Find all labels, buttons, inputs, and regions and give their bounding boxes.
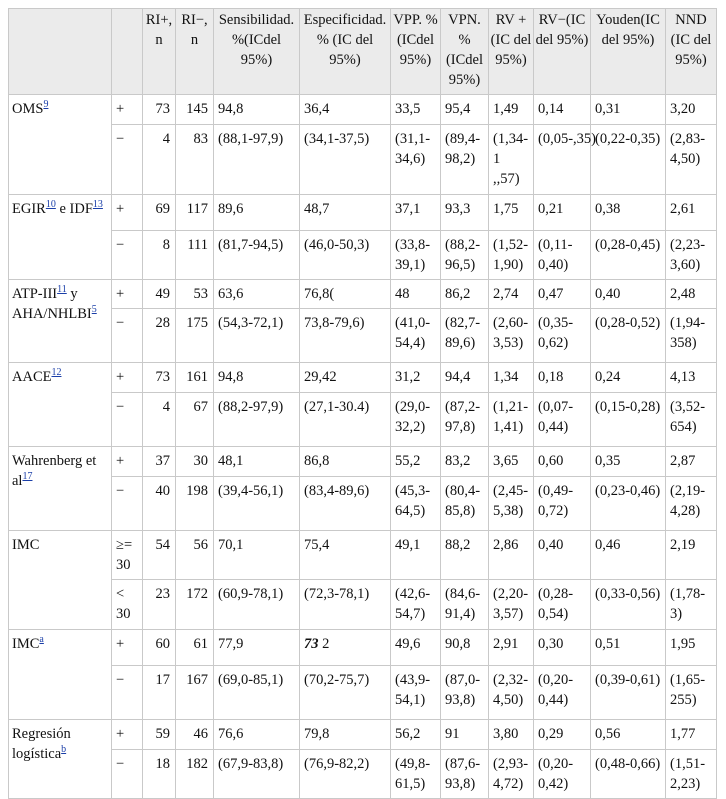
- criteria-name: IMC: [12, 636, 40, 652]
- value-cell: 198: [176, 477, 214, 531]
- sign-cell: −: [112, 666, 143, 720]
- value-cell: (2,93-4,72): [489, 750, 534, 799]
- value-cell: 94,8: [214, 363, 300, 393]
- value-cell: (0,22-0,35): [591, 125, 666, 195]
- value-cell: 0,40: [591, 280, 666, 309]
- value-cell: (39,4-56,1): [214, 477, 300, 531]
- value-cell: 0,38: [591, 195, 666, 231]
- table-row: [9, 477, 717, 531]
- value-cell: (88,1-97,9): [214, 125, 300, 195]
- value-cell: (1,65-255): [666, 666, 717, 720]
- value-cell: (0,48-0,66): [591, 750, 666, 799]
- value-cell: (76,9-82,2): [300, 750, 391, 799]
- value-cell: (0,07-0,44): [534, 393, 591, 447]
- value-cell: 88,2: [441, 531, 489, 580]
- header-nnd: NND (IC del 95%): [666, 9, 717, 95]
- value-cell: 0,30: [534, 630, 591, 666]
- criteria-label: [9, 363, 112, 447]
- criteria-label: [9, 280, 112, 363]
- value-cell: (0,20-0,44): [534, 666, 591, 720]
- reference-link[interactable]: 9: [43, 99, 49, 111]
- criteria-label: [9, 95, 112, 195]
- header-youden: Youden(IC del 95%): [591, 9, 666, 95]
- value-cell: 37,1: [391, 195, 441, 231]
- header-cell: [9, 9, 112, 95]
- table-row: [9, 720, 717, 750]
- value-cell: 89,6: [214, 195, 300, 231]
- value-cell: (0,49-0,72): [534, 477, 591, 531]
- value-cell: 0,14: [534, 95, 591, 125]
- value-cell: 63,6: [214, 280, 300, 309]
- criteria-name: ATP-III: [12, 286, 58, 302]
- header-especificidad: Especificidad. % (IC del 95%): [300, 9, 391, 95]
- value-cell: (1,78-3): [666, 580, 717, 630]
- sign-cell: −: [112, 231, 143, 280]
- value-cell: 172: [176, 580, 214, 630]
- value-cell: (84,6-91,4): [441, 580, 489, 630]
- value-cell: (2,60-3,53): [489, 309, 534, 363]
- value-cell: 73: [143, 363, 176, 393]
- value-cell: 0,35: [591, 447, 666, 477]
- value-cell: 1,77: [666, 720, 717, 750]
- table-row: [9, 531, 717, 580]
- value-cell: 0,24: [591, 363, 666, 393]
- sign-cell: +: [112, 720, 143, 750]
- value-cell: 59: [143, 720, 176, 750]
- value-cell: (2,20-3,57): [489, 580, 534, 630]
- value-cell: (43,9-54,1): [391, 666, 441, 720]
- value-cell: (83,4-89,6): [300, 477, 391, 531]
- reference-link[interactable]: b: [61, 744, 67, 756]
- value-cell: 2,48: [666, 280, 717, 309]
- sign-cell: +: [112, 195, 143, 231]
- value-cell: (60,9-78,1): [214, 580, 300, 630]
- criteria-name: IMC: [12, 537, 40, 553]
- value-cell: (42,6-54,7): [391, 580, 441, 630]
- value-cell: 70,1: [214, 531, 300, 580]
- value-cell: 91: [441, 720, 489, 750]
- value-cell: (1,51-2,23): [666, 750, 717, 799]
- table-body: [9, 95, 717, 799]
- criteria-name: EGIR: [12, 201, 46, 217]
- criteria-name: OMS: [12, 101, 44, 117]
- value-cell: (2,23-3,60): [666, 231, 717, 280]
- table-row: [9, 630, 717, 666]
- value-cell: 75,4: [300, 531, 391, 580]
- reference-link[interactable]: a: [39, 634, 44, 646]
- value-emphasis: 73: [304, 636, 319, 652]
- value-cell: 83,2: [441, 447, 489, 477]
- sign-cell: +: [112, 447, 143, 477]
- table-row: [9, 666, 717, 720]
- sign-cell: +: [112, 363, 143, 393]
- value-cell: 93,3: [441, 195, 489, 231]
- value-cell: 56: [176, 531, 214, 580]
- reference-link[interactable]: 11: [57, 284, 67, 296]
- value-cell: (70,2-75,7): [300, 666, 391, 720]
- reference-link[interactable]: 5: [91, 304, 97, 316]
- value-cell: 49,1: [391, 531, 441, 580]
- table-row: [9, 363, 717, 393]
- value-cell: 61: [176, 630, 214, 666]
- value-cell: (31,1-34,6): [391, 125, 441, 195]
- value-cell: 29,42: [300, 363, 391, 393]
- value-cell: (87,0-93,8): [441, 666, 489, 720]
- value-cell: 2,86: [489, 531, 534, 580]
- value-cell: 0,21: [534, 195, 591, 231]
- value-cell: (3,52-654): [666, 393, 717, 447]
- header-vpn: VPN. % (ICdel 95%): [441, 9, 489, 95]
- value-cell: 111: [176, 231, 214, 280]
- value-cell: (41,0-54,4): [391, 309, 441, 363]
- value-cell: 53: [176, 280, 214, 309]
- value-cell: 54: [143, 531, 176, 580]
- value-cell: (0,28-0,45): [591, 231, 666, 280]
- value-cell: 31,2: [391, 363, 441, 393]
- value-cell: 90,8: [441, 630, 489, 666]
- criteria-label: [9, 195, 112, 280]
- criteria-name: AACE: [12, 369, 52, 385]
- value-cell: 145: [176, 95, 214, 125]
- value-cell: (0,23-0,46): [591, 477, 666, 531]
- header-row: [9, 9, 717, 95]
- value-cell: 161: [176, 363, 214, 393]
- value-cell: 73,8-79,6): [300, 309, 391, 363]
- value-cell: 76,8(: [300, 280, 391, 309]
- value-cell: 49: [143, 280, 176, 309]
- value-cell: 1,75: [489, 195, 534, 231]
- value-cell: 0,56: [591, 720, 666, 750]
- value-cell: 67: [176, 393, 214, 447]
- table-row: [9, 580, 717, 630]
- value-cell: (0,28-0,52): [591, 309, 666, 363]
- value-cell: 60: [143, 630, 176, 666]
- value-cell: 0,40: [534, 531, 591, 580]
- value-cell: 1,49: [489, 95, 534, 125]
- value-cell: 86,2: [441, 280, 489, 309]
- value-cell: (29,0-32,2): [391, 393, 441, 447]
- reference-link[interactable]: 12: [51, 367, 62, 379]
- value-cell: 56,2: [391, 720, 441, 750]
- value-cell: 17: [143, 666, 176, 720]
- value-cell: (87,2-97,8): [441, 393, 489, 447]
- criteria-name: Wahrenberg et al: [12, 453, 97, 489]
- value-cell: (54,3-72,1): [214, 309, 300, 363]
- value-cell: 55,2: [391, 447, 441, 477]
- criteria-name-suffix: y AHA/NHLBI: [12, 286, 92, 322]
- value-cell: 33,5: [391, 95, 441, 125]
- value-cell: 117: [176, 195, 214, 231]
- value-cell: (34,1-37,5): [300, 125, 391, 195]
- value-cell: (81,7-94,5): [214, 231, 300, 280]
- value-cell: 2,74: [489, 280, 534, 309]
- value-cell: (2,45-5,38): [489, 477, 534, 531]
- value-cell: 1,34: [489, 363, 534, 393]
- sign-cell: +: [112, 280, 143, 309]
- value-cell: 1,95: [666, 630, 717, 666]
- value-cell: 48,1: [214, 447, 300, 477]
- table-row: [9, 195, 717, 231]
- value-cell: 175: [176, 309, 214, 363]
- value-rest: 2: [318, 636, 330, 652]
- value-cell: 182: [176, 750, 214, 799]
- sign-cell: −: [112, 393, 143, 447]
- header-rv-pos: RV + (IC del 95%): [489, 9, 534, 95]
- value-cell: (0,39-0,61): [591, 666, 666, 720]
- value-cell: 86,8: [300, 447, 391, 477]
- value-cell: 18: [143, 750, 176, 799]
- value-cell: 2,91: [489, 630, 534, 666]
- value-cell: [300, 630, 391, 666]
- reference-link[interactable]: 13: [92, 199, 103, 211]
- value-cell: 0,46: [591, 531, 666, 580]
- reference-link[interactable]: 17: [22, 471, 33, 483]
- value-cell: 0,60: [534, 447, 591, 477]
- header-cell: [112, 9, 143, 95]
- value-cell: 28: [143, 309, 176, 363]
- reference-link[interactable]: 10: [45, 199, 56, 211]
- header-vpp: VPP. % (ICdel 95%): [391, 9, 441, 95]
- header-ri-pos: RI+, n: [143, 9, 176, 95]
- sign-cell: ≥= 30: [112, 531, 143, 580]
- value-cell: 77,9: [214, 630, 300, 666]
- sign-cell: −: [112, 750, 143, 799]
- value-cell: 167: [176, 666, 214, 720]
- value-cell: 3,80: [489, 720, 534, 750]
- value-cell: 30: [176, 447, 214, 477]
- value-cell: (0,33-0,56): [591, 580, 666, 630]
- value-cell: (67,9-83,8): [214, 750, 300, 799]
- sign-cell: +: [112, 95, 143, 125]
- value-cell: 4: [143, 125, 176, 195]
- value-cell: (33,8-39,1): [391, 231, 441, 280]
- criteria-name: Regresión logística: [12, 726, 71, 762]
- value-cell: 2,19: [666, 531, 717, 580]
- value-cell: 3,65: [489, 447, 534, 477]
- value-cell: (88,2-96,5): [441, 231, 489, 280]
- value-cell: (49,8-61,5): [391, 750, 441, 799]
- value-cell: 0,31: [591, 95, 666, 125]
- value-cell: 4: [143, 393, 176, 447]
- value-cell: 3,20: [666, 95, 717, 125]
- value-cell: 48: [391, 280, 441, 309]
- value-cell: (72,3-78,1): [300, 580, 391, 630]
- value-cell: 37: [143, 447, 176, 477]
- value-cell: (1,34-1 ,,57): [489, 125, 534, 195]
- value-cell: 0,18: [534, 363, 591, 393]
- value-cell: (27,1-30.4): [300, 393, 391, 447]
- value-cell: 83: [176, 125, 214, 195]
- value-cell: (1,52-1,90): [489, 231, 534, 280]
- value-cell: (1,94-358): [666, 309, 717, 363]
- value-cell: 49,6: [391, 630, 441, 666]
- value-cell: (46,0-50,3): [300, 231, 391, 280]
- value-cell: (2,32-4,50): [489, 666, 534, 720]
- value-cell: 48,7: [300, 195, 391, 231]
- criteria-label: [9, 447, 112, 531]
- header-rv-neg: RV−(IC del 95%): [534, 9, 591, 95]
- value-cell: 46: [176, 720, 214, 750]
- value-cell: (89,4-98,2): [441, 125, 489, 195]
- table-row: [9, 231, 717, 280]
- sign-cell: −: [112, 125, 143, 195]
- sign-cell: +: [112, 630, 143, 666]
- value-cell: 8: [143, 231, 176, 280]
- table-row: [9, 393, 717, 447]
- value-cell: 79,8: [300, 720, 391, 750]
- value-cell: (2,19-4,28): [666, 477, 717, 531]
- value-cell: 40: [143, 477, 176, 531]
- value-cell: (0,28-0,54): [534, 580, 591, 630]
- table-row: [9, 280, 717, 309]
- header-sensibilidad: Sensibilidad. %(ICdel 95%): [214, 9, 300, 95]
- value-cell: (0,15-0,28): [591, 393, 666, 447]
- value-cell: (88,2-97,9): [214, 393, 300, 447]
- value-cell: (80,4-85,8): [441, 477, 489, 531]
- value-cell: (0,11-0,40): [534, 231, 591, 280]
- criteria-label: [9, 720, 112, 799]
- value-cell: (82,7-89,6): [441, 309, 489, 363]
- value-cell: 69: [143, 195, 176, 231]
- value-cell: (45,3-64,5): [391, 477, 441, 531]
- value-cell: 76,6: [214, 720, 300, 750]
- value-cell: (0,05-,35): [534, 125, 591, 195]
- sign-cell: −: [112, 477, 143, 531]
- value-cell: 36,4: [300, 95, 391, 125]
- value-cell: 4,13: [666, 363, 717, 393]
- value-cell: (1,21-1,41): [489, 393, 534, 447]
- sign-cell: < 30: [112, 580, 143, 630]
- table-row: [9, 125, 717, 195]
- value-cell: 95,4: [441, 95, 489, 125]
- criteria-label: [9, 531, 112, 630]
- value-cell: 0,29: [534, 720, 591, 750]
- value-cell: (2,83-4,50): [666, 125, 717, 195]
- table-row: [9, 95, 717, 125]
- table-row: [9, 447, 717, 477]
- criteria-name-suffix: e IDF: [55, 201, 93, 217]
- table-row: [9, 309, 717, 363]
- value-cell: (0,20-0,42): [534, 750, 591, 799]
- value-cell: 94,8: [214, 95, 300, 125]
- value-cell: 2,61: [666, 195, 717, 231]
- value-cell: 0,51: [591, 630, 666, 666]
- value-cell: 94,4: [441, 363, 489, 393]
- value-cell: 2,87: [666, 447, 717, 477]
- value-cell: (87,6-93,8): [441, 750, 489, 799]
- value-cell: 23: [143, 580, 176, 630]
- table-row: [9, 750, 717, 799]
- criteria-label: [9, 630, 112, 720]
- value-cell: (0,35-0,62): [534, 309, 591, 363]
- value-cell: (69,0-85,1): [214, 666, 300, 720]
- value-cell: 73: [143, 95, 176, 125]
- sign-cell: −: [112, 309, 143, 363]
- results-table: [8, 8, 717, 799]
- value-cell: 0,47: [534, 280, 591, 309]
- header-ri-neg: RI−, n: [176, 9, 214, 95]
